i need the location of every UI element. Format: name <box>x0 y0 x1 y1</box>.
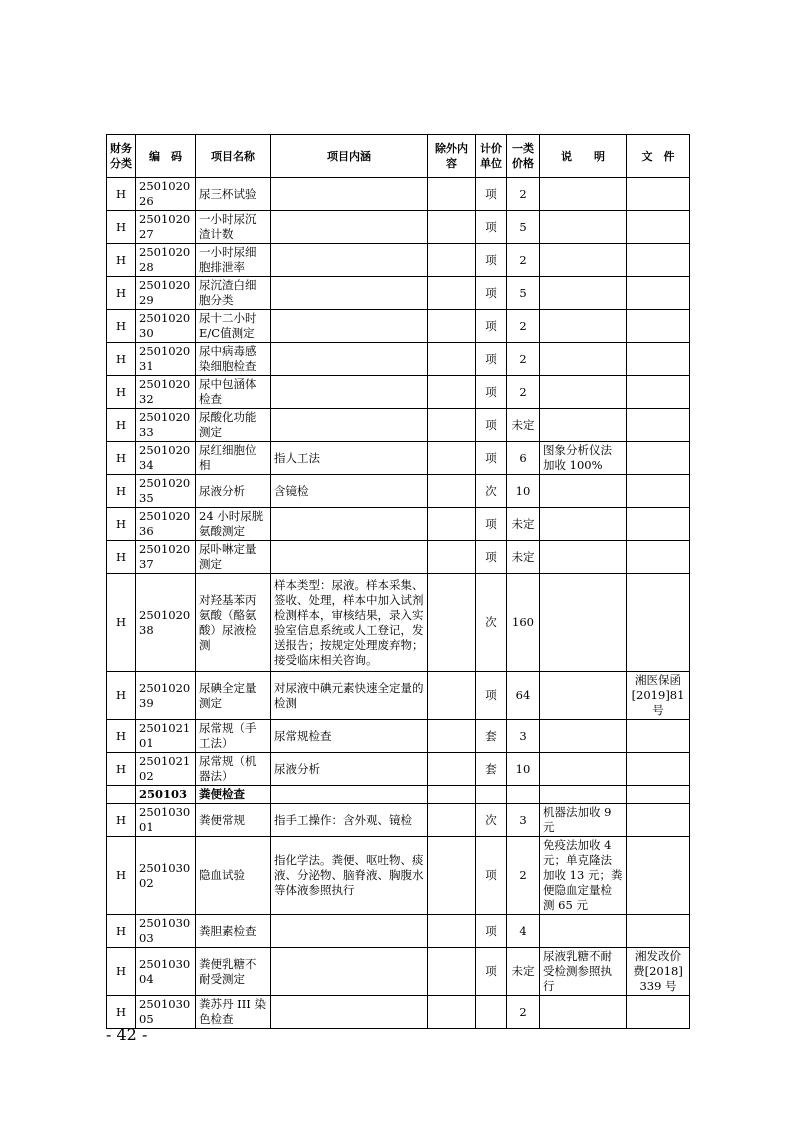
price-cell: 3 <box>507 804 540 837</box>
table-row <box>107 409 690 442</box>
code-cell: 250103001 <box>136 804 196 837</box>
note-cell: 机器法加收 9 元 <box>540 804 627 837</box>
code-cell: 250102036 <box>136 508 196 541</box>
excluded-cell <box>428 211 476 244</box>
note-cell <box>540 753 627 786</box>
excluded-cell <box>428 277 476 310</box>
note-cell <box>540 178 627 211</box>
excluded-cell <box>428 672 476 720</box>
price-cell: 64 <box>507 672 540 720</box>
code-cell: 250102031 <box>136 343 196 376</box>
category-cell: H <box>107 541 136 574</box>
content-cell <box>271 786 428 804</box>
unit-cell: 次 <box>476 475 507 508</box>
price-cell: 未定 <box>507 948 540 996</box>
code-cell: 250102037 <box>136 541 196 574</box>
code-cell: 250102034 <box>136 442 196 475</box>
excluded-cell <box>428 915 476 948</box>
document-cell <box>627 574 690 672</box>
content-cell <box>271 244 428 277</box>
content-cell: 样本类型：尿液。样本采集、签收、处理，样本中加入试剂检测样本，审核结果，录入实验室信息系统或人工登记，发送报告；按规定处理废弃物；接受临床相关咨询。 <box>271 574 428 672</box>
document-cell <box>627 277 690 310</box>
category-cell: H <box>107 376 136 409</box>
category-cell: H <box>107 277 136 310</box>
category-cell: H <box>107 574 136 672</box>
table-row <box>107 508 690 541</box>
category-cell: H <box>107 720 136 753</box>
unit-cell: 次 <box>476 574 507 672</box>
item-name-cell: 对羟基苯丙氨酸（酪氨酸）尿液检测 <box>196 574 271 672</box>
content-cell <box>271 211 428 244</box>
category-cell: H <box>107 442 136 475</box>
table-row <box>107 244 690 277</box>
item-name-cell: 尿沉渣白细胞分类 <box>196 277 271 310</box>
note-cell: 图象分析仪法加收 100% <box>540 442 627 475</box>
content-cell <box>271 343 428 376</box>
document-cell <box>627 804 690 837</box>
table-row <box>107 948 690 996</box>
category-cell: H <box>107 409 136 442</box>
price-cell: 2 <box>507 343 540 376</box>
document-cell <box>627 720 690 753</box>
price-cell: 2 <box>507 178 540 211</box>
unit-cell: 项 <box>476 948 507 996</box>
price-cell: 未定 <box>507 409 540 442</box>
code-cell: 250103005 <box>136 996 196 1029</box>
header-cell: 一类价格 <box>507 135 540 178</box>
note-cell <box>540 672 627 720</box>
price-cell: 4 <box>507 915 540 948</box>
content-cell: 尿液分析 <box>271 753 428 786</box>
item-name-cell: 尿酸化功能测定 <box>196 409 271 442</box>
code-cell: 250102032 <box>136 376 196 409</box>
category-cell: H <box>107 475 136 508</box>
content-cell <box>271 541 428 574</box>
note-cell <box>540 244 627 277</box>
note-cell <box>540 310 627 343</box>
price-cell: 2 <box>507 996 540 1029</box>
price-cell: 5 <box>507 211 540 244</box>
document-cell <box>627 244 690 277</box>
table-row <box>107 915 690 948</box>
price-cell: 3 <box>507 720 540 753</box>
note-cell <box>540 211 627 244</box>
excluded-cell <box>428 753 476 786</box>
category-cell: H <box>107 996 136 1029</box>
item-name-cell: 一小时尿沉渣计数 <box>196 211 271 244</box>
unit-cell: 项 <box>476 915 507 948</box>
table-row <box>107 574 690 672</box>
category-cell: H <box>107 837 136 915</box>
excluded-cell <box>428 574 476 672</box>
category-cell: H <box>107 343 136 376</box>
price-cell <box>507 786 540 804</box>
note-cell: 免疫法加收 4 元；单克隆法加收 13 元；粪便隐血定量检测 65 元 <box>540 837 627 915</box>
excluded-cell <box>428 508 476 541</box>
note-cell <box>540 475 627 508</box>
excluded-cell <box>428 948 476 996</box>
fee-table <box>106 134 690 1029</box>
document-cell <box>627 376 690 409</box>
category-cell: H <box>107 948 136 996</box>
excluded-cell <box>428 343 476 376</box>
price-cell: 6 <box>507 442 540 475</box>
note-cell <box>540 720 627 753</box>
item-name-cell: 尿碘全定量测定 <box>196 672 271 720</box>
code-cell: 250102029 <box>136 277 196 310</box>
excluded-cell <box>428 720 476 753</box>
code-cell: 250102028 <box>136 244 196 277</box>
header-cell: 财务分类 <box>107 135 136 178</box>
content-cell <box>271 277 428 310</box>
unit-cell: 项 <box>476 837 507 915</box>
price-cell: 5 <box>507 277 540 310</box>
price-cell: 2 <box>507 837 540 915</box>
excluded-cell <box>428 996 476 1029</box>
table-row <box>107 753 690 786</box>
category-cell <box>107 786 136 804</box>
note-cell: 尿液乳糖不耐受检测参照执行 <box>540 948 627 996</box>
excluded-cell <box>428 376 476 409</box>
section-row <box>107 786 690 804</box>
price-cell: 2 <box>507 376 540 409</box>
item-name-cell: 24 小时尿胱氨酸测定 <box>196 508 271 541</box>
excluded-cell <box>428 475 476 508</box>
category-cell: H <box>107 244 136 277</box>
note-cell <box>540 996 627 1029</box>
table-row <box>107 672 690 720</box>
content-cell: 对尿液中碘元素快速全定量的检测 <box>271 672 428 720</box>
unit-cell: 项 <box>476 409 507 442</box>
category-cell: H <box>107 508 136 541</box>
item-name-cell: 尿中病毒感染细胞检查 <box>196 343 271 376</box>
document-cell <box>627 996 690 1029</box>
document-cell: 湘发改价费[2018]339 号 <box>627 948 690 996</box>
content-cell <box>271 178 428 211</box>
header-cell: 文 件 <box>627 135 690 178</box>
item-name-cell: 尿三杯试验 <box>196 178 271 211</box>
unit-cell: 项 <box>476 244 507 277</box>
content-cell: 指手工操作：含外观、镜检 <box>271 804 428 837</box>
unit-cell: 项 <box>476 672 507 720</box>
header-cell: 计价单位 <box>476 135 507 178</box>
code-cell: 250102102 <box>136 753 196 786</box>
price-cell: 10 <box>507 475 540 508</box>
document-cell <box>627 475 690 508</box>
table-row <box>107 376 690 409</box>
price-cell: 未定 <box>507 508 540 541</box>
content-cell: 含镜检 <box>271 475 428 508</box>
unit-cell: 项 <box>476 211 507 244</box>
excluded-cell <box>428 409 476 442</box>
price-cell: 160 <box>507 574 540 672</box>
item-name-cell: 粪便检查 <box>196 786 271 804</box>
unit-cell: 项 <box>476 442 507 475</box>
item-name-cell: 粪胆素检查 <box>196 915 271 948</box>
code-cell: 250102026 <box>136 178 196 211</box>
unit-cell <box>476 996 507 1029</box>
unit-cell: 项 <box>476 343 507 376</box>
table-row <box>107 310 690 343</box>
table-row <box>107 178 690 211</box>
item-name-cell: 粪便常规 <box>196 804 271 837</box>
category-cell: H <box>107 915 136 948</box>
note-cell <box>540 508 627 541</box>
item-name-cell: 尿常规（机器法） <box>196 753 271 786</box>
price-cell: 10 <box>507 753 540 786</box>
item-name-cell: 尿常规（手工法） <box>196 720 271 753</box>
document-cell <box>627 837 690 915</box>
note-cell <box>540 541 627 574</box>
table-row <box>107 804 690 837</box>
code-cell: 250103004 <box>136 948 196 996</box>
code-cell: 250103 <box>136 786 196 804</box>
unit-cell <box>476 786 507 804</box>
category-cell: H <box>107 672 136 720</box>
note-cell <box>540 915 627 948</box>
excluded-cell <box>428 442 476 475</box>
content-cell <box>271 948 428 996</box>
category-cell: H <box>107 178 136 211</box>
table-row <box>107 541 690 574</box>
table-row <box>107 837 690 915</box>
content-cell: 指人工法 <box>271 442 428 475</box>
unit-cell: 项 <box>476 310 507 343</box>
page-number: - 42 - <box>106 1025 148 1044</box>
excluded-cell <box>428 178 476 211</box>
item-name-cell: 尿十二小时E/C值测定 <box>196 310 271 343</box>
unit-cell: 套 <box>476 720 507 753</box>
document-cell <box>627 409 690 442</box>
content-cell <box>271 508 428 541</box>
content-cell: 指化学法。粪便、呕吐物、痰液、分泌物、脑脊液、胸腹水等体液参照执行 <box>271 837 428 915</box>
unit-cell: 项 <box>476 541 507 574</box>
code-cell: 250102038 <box>136 574 196 672</box>
table-row <box>107 211 690 244</box>
price-cell: 2 <box>507 310 540 343</box>
code-cell: 250102027 <box>136 211 196 244</box>
header-cell: 除外内容 <box>428 135 476 178</box>
item-name-cell: 尿红细胞位相 <box>196 442 271 475</box>
document-cell <box>627 541 690 574</box>
header-row <box>107 135 690 178</box>
code-cell: 250102035 <box>136 475 196 508</box>
table-row <box>107 343 690 376</box>
unit-cell: 次 <box>476 804 507 837</box>
code-cell: 250102030 <box>136 310 196 343</box>
table-row <box>107 475 690 508</box>
excluded-cell <box>428 541 476 574</box>
document-cell <box>627 753 690 786</box>
item-name-cell: 粪苏丹 III 染色检查 <box>196 996 271 1029</box>
table-row <box>107 277 690 310</box>
excluded-cell <box>428 786 476 804</box>
code-cell: 250102101 <box>136 720 196 753</box>
excluded-cell <box>428 310 476 343</box>
excluded-cell <box>428 837 476 915</box>
document-cell <box>627 508 690 541</box>
document-cell <box>627 343 690 376</box>
excluded-cell <box>428 244 476 277</box>
table-row <box>107 720 690 753</box>
category-cell: H <box>107 310 136 343</box>
note-cell <box>540 343 627 376</box>
item-name-cell: 粪便乳糖不耐受测定 <box>196 948 271 996</box>
content-cell <box>271 996 428 1029</box>
document-cell <box>627 786 690 804</box>
item-name-cell: 一小时尿细胞排泄率 <box>196 244 271 277</box>
category-cell: H <box>107 753 136 786</box>
unit-cell: 项 <box>476 277 507 310</box>
unit-cell: 套 <box>476 753 507 786</box>
header-cell: 项目名称 <box>196 135 271 178</box>
table-row <box>107 996 690 1029</box>
code-cell: 250103003 <box>136 915 196 948</box>
document-cell <box>627 310 690 343</box>
unit-cell: 项 <box>476 508 507 541</box>
note-cell <box>540 277 627 310</box>
item-name-cell: 隐血试验 <box>196 837 271 915</box>
item-name-cell: 尿卟啉定量测定 <box>196 541 271 574</box>
excluded-cell <box>428 804 476 837</box>
category-cell: H <box>107 804 136 837</box>
code-cell: 250103002 <box>136 837 196 915</box>
header-cell: 项目内涵 <box>271 135 428 178</box>
document-cell <box>627 915 690 948</box>
note-cell <box>540 409 627 442</box>
document-cell <box>627 178 690 211</box>
header-cell: 编 码 <box>136 135 196 178</box>
note-cell <box>540 574 627 672</box>
content-cell <box>271 310 428 343</box>
table-row <box>107 442 690 475</box>
document-cell <box>627 211 690 244</box>
item-name-cell: 尿液分析 <box>196 475 271 508</box>
code-cell: 250102033 <box>136 409 196 442</box>
document-cell: 湘医保函[2019]81 号 <box>627 672 690 720</box>
document-cell <box>627 442 690 475</box>
item-name-cell: 尿中包涵体检查 <box>196 376 271 409</box>
note-cell <box>540 786 627 804</box>
unit-cell: 项 <box>476 178 507 211</box>
content-cell <box>271 915 428 948</box>
category-cell: H <box>107 211 136 244</box>
code-cell: 250102039 <box>136 672 196 720</box>
content-cell <box>271 376 428 409</box>
unit-cell: 项 <box>476 376 507 409</box>
price-cell: 2 <box>507 244 540 277</box>
content-cell: 尿常规检查 <box>271 720 428 753</box>
content-cell <box>271 409 428 442</box>
price-cell: 未定 <box>507 541 540 574</box>
header-cell: 说 明 <box>540 135 627 178</box>
note-cell <box>540 376 627 409</box>
